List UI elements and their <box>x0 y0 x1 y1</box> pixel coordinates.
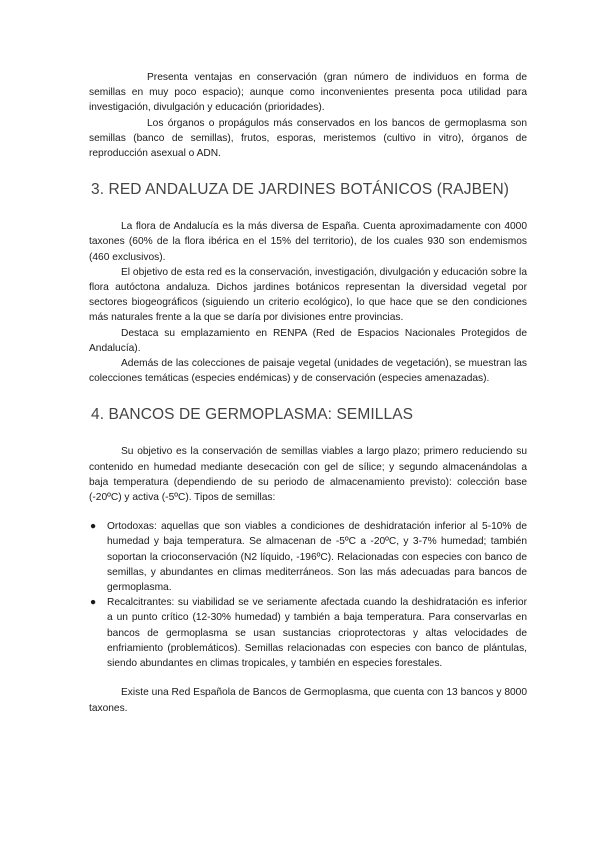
section-4-paragraph-2: Existe una Red Española de Bancos de Germoplasma, que cuenta con 13 bancos y 8000 taxones. <box>89 687 527 714</box>
spacer <box>89 671 527 685</box>
bullet-icon: ● <box>90 597 97 609</box>
seed-types-list <box>89 519 527 671</box>
list-item-text: Ortodoxas: aquellas que son viables a condiciones de deshidratación inferior al 5-10% de humedad y baja temperatura. Se almacenan de -5ºC a -20ºC, y 3-7% humedad; también soportan la crioconservación (N2 líquido, -196ºC). Relacionadas con especies con banco de semillas, y abundantes en climas mediterráneos. Son las más adecuadas para bancos de germoplasma. <box>107 521 527 594</box>
intro-paragraph-1: Presenta ventajas en conservación (gran número de individuos en forma de semillas en muy poco espacio); aunque como inconvenientes presenta poca utilidad para investigación, divulgación y educación (prioridades). <box>89 72 527 114</box>
spacer <box>89 505 527 519</box>
intro-paragraph-2: Los órganos o propágulos más conservados en los bancos de germoplasma son semillas (banco de semillas), frutos, esporas, meristemos (cultivo in vitro), órganos de reproducción asexual o ADN. <box>89 117 527 160</box>
section-3-paragraph-1: La flora de Andalucía es la más diversa de España. Cuenta aproximadamente con 4000 taxones (60% de la flora ibérica en el 15% del territorio), de los cuales 930 son endemismos (460 exclusivos). <box>89 221 527 263</box>
section-3-paragraph-2: El objetivo de esta red es la conservación, investigación, divulgación y educación sobre la flora autóctona andaluza. Dichos jardines botánicos representan la diversidad vegetal por sectores biogeográficos (siguiendo un criterio ecológico), lo que hace que se den condiciones más naturales frente a la que se daría por divisiones entre provincias. <box>89 266 527 324</box>
list-item-text: Recalcitrantes: su viabilidad se ve seriamente afectada cuando la deshidratación es inferior a un punto crítico (12-30% humedad) y también a baja temperatura. Para conservarlas en bancos de germoplasma se usan sustancias crioprotectoras y altas velocidades de enfriamiento (problemáticos). Semillas relacionadas con especies con banco de plántulas, siendo abundantes en climas tropicales, y también en especies forestales. <box>107 597 527 670</box>
page-content <box>89 70 527 716</box>
section-3-paragraph-3: Destaca su emplazamiento en RENPA (Red de Espacios Nacionales Protegidos de Andalucía). <box>89 327 527 354</box>
list-item <box>89 595 527 671</box>
list-item <box>89 519 527 595</box>
section-3-paragraph-4: Además de las colecciones de paisaje vegetal (unidades de vegetación), se muestran las colecciones temáticas (especies endémicas) y de conservación (especies amenazadas). <box>89 358 527 385</box>
section-4-heading: 4. BANCOS DE GERMOPLASMA: SEMILLAS <box>91 406 414 424</box>
section-4-paragraph-1: Su objetivo es la conservación de semillas viables a largo plazo; primero reduciendo su contenido en humedad mediante desecación con gel de sílice; y segundo almacenándolas a baja temperatura (dependiendo de su periodo de almacenamiento previsto): colección base (-20ºC) y activa (-5ºC). Tipos de semillas: <box>89 446 527 504</box>
section-3-heading: 3. RED ANDALUZA DE JARDINES BOTÁNICOS (RAJBEN) <box>91 181 510 199</box>
bullet-icon: ● <box>90 521 97 533</box>
